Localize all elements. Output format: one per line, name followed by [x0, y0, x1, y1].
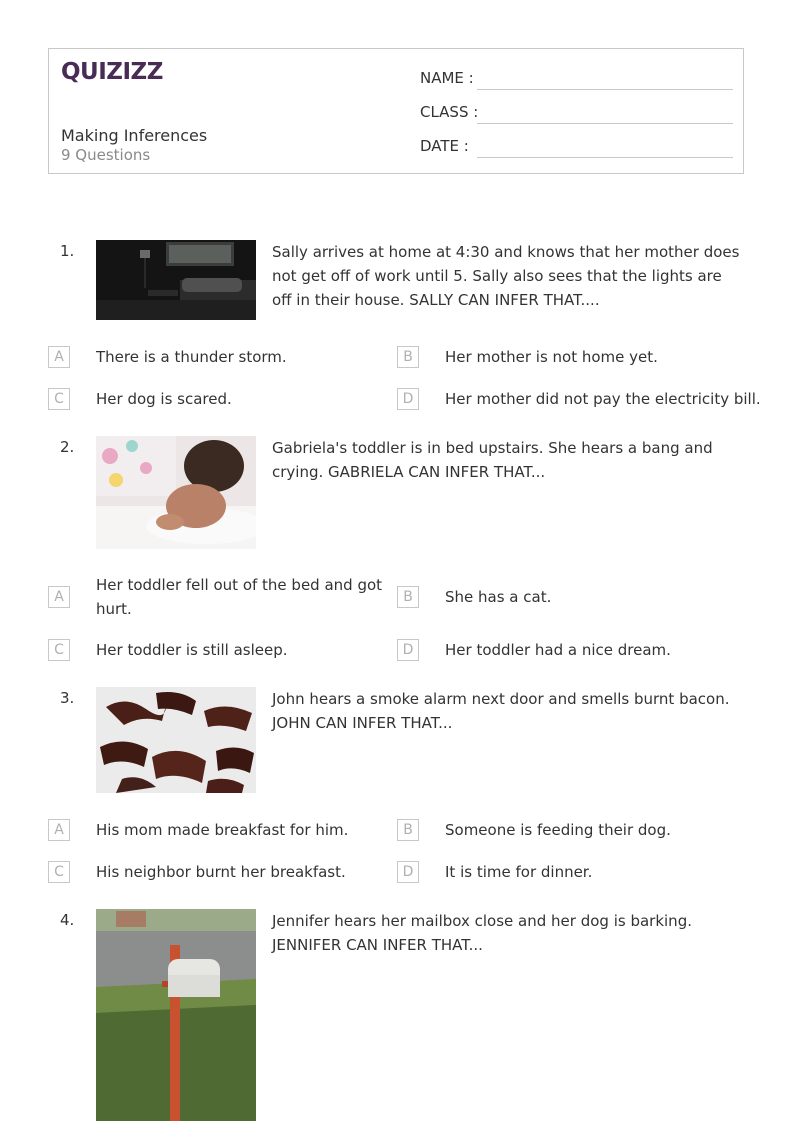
option-a-letter[interactable]: A	[48, 346, 70, 368]
name-label: NAME :	[420, 69, 474, 87]
question-number: 3.	[60, 689, 75, 707]
option-d-text[interactable]: Her mother did not pay the electricity bill.	[445, 390, 761, 408]
question-text: Gabriela's toddler is in bed upstairs. She hears a bang and crying. GABRIELA CAN INFER THAT...	[272, 439, 713, 481]
sleeping-toddler-image	[96, 436, 256, 549]
option-d-letter[interactable]: D	[397, 639, 419, 661]
option-b-letter[interactable]: B	[397, 586, 419, 608]
option-c-letter[interactable]: C	[48, 388, 70, 410]
option-b-letter[interactable]: B	[397, 819, 419, 841]
option-b-text[interactable]: Someone is feeding their dog.	[445, 821, 671, 839]
question-number: 4.	[60, 911, 75, 929]
option-a-text[interactable]: His mom made breakfast for him.	[96, 821, 349, 839]
date-label: DATE :	[420, 137, 469, 155]
question-number: 2.	[60, 438, 75, 456]
option-a-text[interactable]: There is a thunder storm.	[96, 348, 287, 366]
question-text: Jennifer hears her mailbox close and her dog is barking. JENNIFER CAN INFER THAT...	[272, 912, 692, 954]
burnt-bacon-image	[96, 687, 256, 793]
quizizz-logo: QUIZIZZ	[61, 59, 163, 85]
option-c-text[interactable]: His neighbor burnt her breakfast.	[96, 863, 346, 881]
dark-bedroom-image	[96, 240, 256, 320]
option-b-text[interactable]: Her mother is not home yet.	[445, 348, 658, 366]
option-a-letter[interactable]: A	[48, 819, 70, 841]
worksheet-header	[48, 48, 744, 174]
class-line[interactable]	[477, 123, 733, 124]
option-c-text[interactable]: Her dog is scared.	[96, 390, 232, 408]
option-d-text[interactable]: Her toddler had a nice dream.	[445, 641, 671, 659]
option-a-text[interactable]: Her toddler fell out of the bed and got hurt.	[96, 576, 383, 618]
class-label: CLASS :	[420, 103, 479, 121]
option-c-letter[interactable]: C	[48, 861, 70, 883]
option-d-text[interactable]: It is time for dinner.	[445, 863, 593, 881]
name-line[interactable]	[477, 89, 733, 90]
date-line[interactable]	[477, 157, 733, 158]
question-number: 1.	[60, 242, 75, 260]
option-a-letter[interactable]: A	[48, 586, 70, 608]
question-count: 9 Questions	[61, 146, 151, 164]
option-c-letter[interactable]: C	[48, 639, 70, 661]
option-b-text[interactable]: She has a cat.	[445, 588, 552, 606]
question-text: Sally arrives at home at 4:30 and knows that her mother does not get off of work until 5. Sally also sees that the lights are off in their house. SALLY CAN INFER THAT....	[272, 243, 740, 309]
question-text: John hears a smoke alarm next door and smells burnt bacon. JOHN CAN INFER THAT...	[272, 690, 730, 732]
option-d-letter[interactable]: D	[397, 388, 419, 410]
option-c-text[interactable]: Her toddler is still asleep.	[96, 641, 288, 659]
option-d-letter[interactable]: D	[397, 861, 419, 883]
worksheet-title: Making Inferences	[61, 126, 208, 145]
mailbox-image	[96, 909, 256, 1121]
option-b-letter[interactable]: B	[397, 346, 419, 368]
